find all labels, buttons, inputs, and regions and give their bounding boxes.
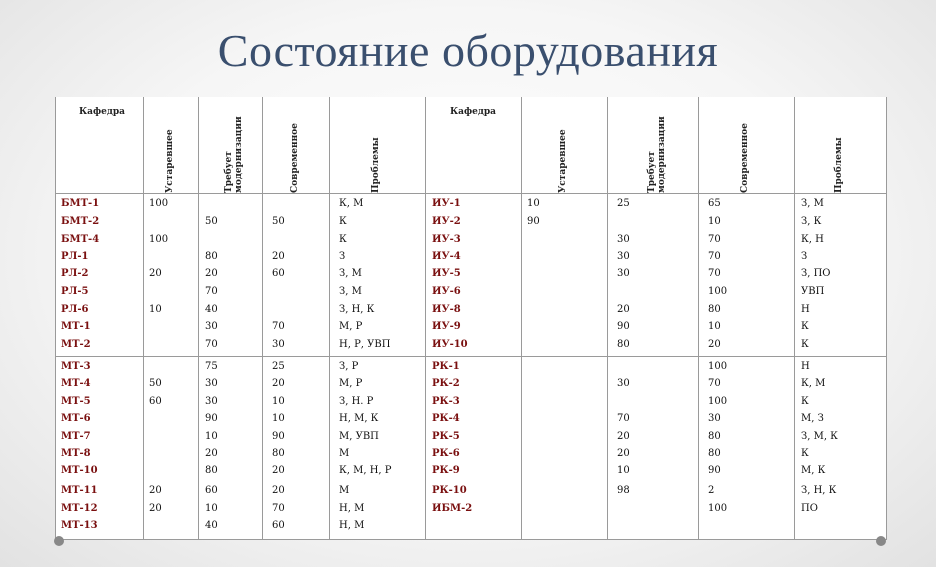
kafedra-cell: ИУ-3 xyxy=(432,234,461,245)
problemy-cell: З, М xyxy=(339,268,362,279)
column-header-problemy-label: Проблемы xyxy=(834,137,844,193)
trebuet-cell: 90 xyxy=(617,321,630,332)
column-header-problemy xyxy=(794,97,886,194)
column-header-ustarevshee xyxy=(143,97,198,194)
sovremennoe-cell: 50 xyxy=(272,216,285,227)
column-header-ustarevshee-label: Устаревшее xyxy=(558,129,568,193)
sovremennoe-cell: 10 xyxy=(272,413,285,424)
sovremennoe-cell: 20 xyxy=(272,465,285,476)
trebuet-cell: 10 xyxy=(617,465,630,476)
kafedra-cell: ИБМ-2 xyxy=(432,503,473,514)
problemy-cell: З, Н, К xyxy=(339,304,375,315)
trebuet-cell: 30 xyxy=(205,321,218,332)
sovremennoe-cell: 90 xyxy=(272,431,285,442)
kafedra-cell: ИУ-1 xyxy=(432,198,461,209)
kafedra-cell: МТ-4 xyxy=(61,378,91,389)
problemy-cell: Н xyxy=(801,304,810,315)
sovremennoe-cell: 80 xyxy=(708,448,721,459)
kafedra-cell: БМТ-4 xyxy=(61,234,100,245)
column-header-kafedra: Кафедра xyxy=(79,107,125,117)
trebuet-cell: 30 xyxy=(617,268,630,279)
column-header-problemy xyxy=(329,97,425,194)
problemy-cell: М, К xyxy=(801,465,826,476)
sovremennoe-cell: 20 xyxy=(708,339,721,350)
problemy-cell: Н, М, К xyxy=(339,413,379,424)
problemy-cell: М, З xyxy=(801,413,824,424)
ustarevshee-cell: 50 xyxy=(149,378,162,389)
trebuet-cell: 20 xyxy=(617,431,630,442)
ustarevshee-cell: 100 xyxy=(149,234,169,245)
problemy-cell: М, УВП xyxy=(339,431,379,442)
trebuet-cell: 30 xyxy=(205,396,218,407)
trebuet-cell: 10 xyxy=(205,431,218,442)
problemy-cell: Н, М xyxy=(339,520,365,531)
kafedra-cell: МТ-1 xyxy=(61,321,91,332)
column-header-sovremennoe xyxy=(698,97,794,194)
problemy-cell: М xyxy=(339,485,350,496)
kafedra-cell: ИУ-4 xyxy=(432,251,461,262)
kafedra-cell: МТ-6 xyxy=(61,413,91,424)
ustarevshee-cell: 100 xyxy=(149,198,169,209)
trebuet-cell: 70 xyxy=(205,339,218,350)
sovremennoe-cell: 100 xyxy=(708,396,728,407)
trebuet-cell: 70 xyxy=(617,413,630,424)
kafedra-cell: РК-3 xyxy=(432,396,460,407)
trebuet-cell: 80 xyxy=(205,465,218,476)
sovremennoe-cell: 10 xyxy=(708,321,721,332)
problemy-cell: З xyxy=(801,251,808,262)
bottom-left-dot xyxy=(54,536,64,546)
trebuet-cell: 30 xyxy=(617,378,630,389)
problemy-cell: М, Р xyxy=(339,378,363,389)
trebuet-cell: 20 xyxy=(205,448,218,459)
problemy-cell: К, Н xyxy=(801,234,824,245)
kafedra-cell: РК-2 xyxy=(432,378,460,389)
problemy-cell: З, Н. Р xyxy=(339,396,374,407)
kafedra-cell: МТ-3 xyxy=(61,361,91,372)
kafedra-cell: МТ-12 xyxy=(61,503,98,514)
problemy-cell: ПО xyxy=(801,503,818,514)
trebuet-cell: 20 xyxy=(205,268,218,279)
problemy-cell: К, М xyxy=(801,378,826,389)
problemy-cell: З, Р xyxy=(339,361,359,372)
sovremennoe-cell: 60 xyxy=(272,520,285,531)
kafedra-cell: ИУ-2 xyxy=(432,216,461,227)
problemy-cell: Н xyxy=(801,361,810,372)
problemy-cell: К xyxy=(339,216,347,227)
trebuet-cell: 75 xyxy=(205,361,218,372)
kafedra-cell: БМТ-1 xyxy=(61,198,100,209)
sovremennoe-cell: 70 xyxy=(708,268,721,279)
problemy-cell: УВП xyxy=(801,286,825,297)
trebuet-cell: 40 xyxy=(205,520,218,531)
column-header-trebuet-label: Требует модернизации xyxy=(224,116,244,193)
kafedra-cell: РК-5 xyxy=(432,431,460,442)
kafedra-cell: РК-6 xyxy=(432,448,460,459)
kafedra-cell: РК-10 xyxy=(432,485,467,496)
sovremennoe-cell: 30 xyxy=(708,413,721,424)
sovremennoe-cell: 70 xyxy=(708,234,721,245)
problemy-cell: К, М, Н, Р xyxy=(339,465,392,476)
problemy-cell: К xyxy=(801,339,809,350)
sovremennoe-cell: 20 xyxy=(272,378,285,389)
kafedra-cell: ИУ-10 xyxy=(432,339,468,350)
sovremennoe-cell: 10 xyxy=(708,216,721,227)
sovremennoe-cell: 10 xyxy=(272,396,285,407)
sovremennoe-cell: 20 xyxy=(272,251,285,262)
trebuet-cell: 98 xyxy=(617,485,630,496)
kafedra-cell: РК-4 xyxy=(432,413,460,424)
column-header-trebuet-label: Требует модернизации xyxy=(646,116,667,193)
sovremennoe-cell: 20 xyxy=(272,485,285,496)
ustarevshee-cell: 20 xyxy=(149,268,162,279)
trebuet-cell: 60 xyxy=(205,485,218,496)
problemy-cell: К xyxy=(801,396,809,407)
problemy-cell: З, ПО xyxy=(801,268,831,279)
problemy-cell: З, М xyxy=(801,198,824,209)
trebuet-cell: 80 xyxy=(205,251,218,262)
trebuet-cell: 30 xyxy=(617,251,630,262)
kafedra-cell: МТ-5 xyxy=(61,396,91,407)
column-header-ustarevshee xyxy=(521,97,607,194)
ustarevshee-cell: 60 xyxy=(149,396,162,407)
problemy-cell: К xyxy=(339,234,347,245)
problemy-cell: З, К xyxy=(801,216,822,227)
sovremennoe-cell: 80 xyxy=(272,448,285,459)
problemy-cell: З, М xyxy=(339,286,362,297)
kafedra-cell: ИУ-8 xyxy=(432,304,461,315)
column-header-sovremennoe xyxy=(262,97,329,194)
problemy-cell: М xyxy=(339,448,350,459)
trebuet-cell: 70 xyxy=(205,286,218,297)
sovremennoe-cell: 100 xyxy=(708,503,728,514)
trebuet-cell: 50 xyxy=(205,216,218,227)
sovremennoe-cell: 2 xyxy=(708,485,715,496)
kafedra-cell: МТ-8 xyxy=(61,448,91,459)
kafedra-cell: МТ-13 xyxy=(61,520,98,531)
problemy-cell: К, М xyxy=(339,198,364,209)
trebuet-cell: 90 xyxy=(205,413,218,424)
problemy-cell: К xyxy=(801,448,809,459)
sovremennoe-cell: 70 xyxy=(708,378,721,389)
problemy-cell: З xyxy=(339,251,346,262)
kafedra-cell: РЛ-2 xyxy=(61,268,89,279)
sovremennoe-cell: 70 xyxy=(272,503,285,514)
column-header-ustarevshee-label: Устаревшее xyxy=(164,129,175,193)
kafedra-cell: МТ-10 xyxy=(61,465,98,476)
kafedra-cell: ИУ-6 xyxy=(432,286,461,297)
column-header-sovremennoe-label: Современное xyxy=(289,123,300,193)
ustarevshee-cell: 20 xyxy=(149,485,162,496)
problemy-cell: З, М, К xyxy=(801,431,838,442)
trebuet-cell: 25 xyxy=(617,198,630,209)
kafedra-cell: МТ-7 xyxy=(61,431,91,442)
problemy-cell: К xyxy=(801,321,809,332)
sovremennoe-cell: 70 xyxy=(272,321,285,332)
sovremennoe-cell: 30 xyxy=(272,339,285,350)
sovremennoe-cell: 90 xyxy=(708,465,721,476)
sovremennoe-cell: 70 xyxy=(708,251,721,262)
kafedra-cell: ИУ-9 xyxy=(432,321,461,332)
sovremennoe-cell: 25 xyxy=(272,361,285,372)
sovremennoe-cell: 100 xyxy=(708,361,728,372)
bottom-right-dot xyxy=(876,536,886,546)
trebuet-cell: 30 xyxy=(205,378,218,389)
kafedra-cell: РЛ-5 xyxy=(61,286,89,297)
column-header-sovremennoe-label: Современное xyxy=(740,123,750,193)
trebuet-cell: 10 xyxy=(205,503,218,514)
trebuet-cell: 40 xyxy=(205,304,218,315)
problemy-cell: З, Н, К xyxy=(801,485,837,496)
kafedra-cell: РЛ-6 xyxy=(61,304,89,315)
kafedra-cell: МТ-2 xyxy=(61,339,91,350)
kafedra-cell: РК-9 xyxy=(432,465,460,476)
kafedra-cell: РЛ-1 xyxy=(61,251,89,262)
column-header-trebuet xyxy=(198,97,262,194)
ustarevshee-cell: 10 xyxy=(149,304,162,315)
page-title: Состояние оборудования xyxy=(217,25,719,76)
kafedra-cell: РК-1 xyxy=(432,361,460,372)
kafedra-cell: БМТ-2 xyxy=(61,216,100,227)
ustarevshee-cell: 10 xyxy=(527,198,540,209)
table-row-divider xyxy=(56,356,886,357)
ustarevshee-cell: 90 xyxy=(527,216,540,227)
sovremennoe-cell: 80 xyxy=(708,304,721,315)
problemy-cell: Н, Р, УВП xyxy=(339,339,391,350)
kafedra-cell: ИУ-5 xyxy=(432,268,461,279)
trebuet-cell: 80 xyxy=(617,339,630,350)
problemy-cell: Н, М xyxy=(339,503,365,514)
ustarevshee-cell: 20 xyxy=(149,503,162,514)
trebuet-cell: 20 xyxy=(617,448,630,459)
trebuet-cell: 20 xyxy=(617,304,630,315)
kafedra-cell: МТ-11 xyxy=(61,485,98,496)
sovremennoe-cell: 100 xyxy=(708,286,728,297)
sovremennoe-cell: 80 xyxy=(708,431,721,442)
problemy-cell: М, Р xyxy=(339,321,363,332)
sovremennoe-cell: 60 xyxy=(272,268,285,279)
trebuet-cell: 30 xyxy=(617,234,630,245)
equipment-table xyxy=(55,97,887,540)
column-header-kafedra: Кафедра xyxy=(450,107,496,117)
sovremennoe-cell: 65 xyxy=(708,198,721,209)
column-header-problemy-label: Проблемы xyxy=(371,137,381,193)
column-header-trebuet xyxy=(607,97,698,194)
